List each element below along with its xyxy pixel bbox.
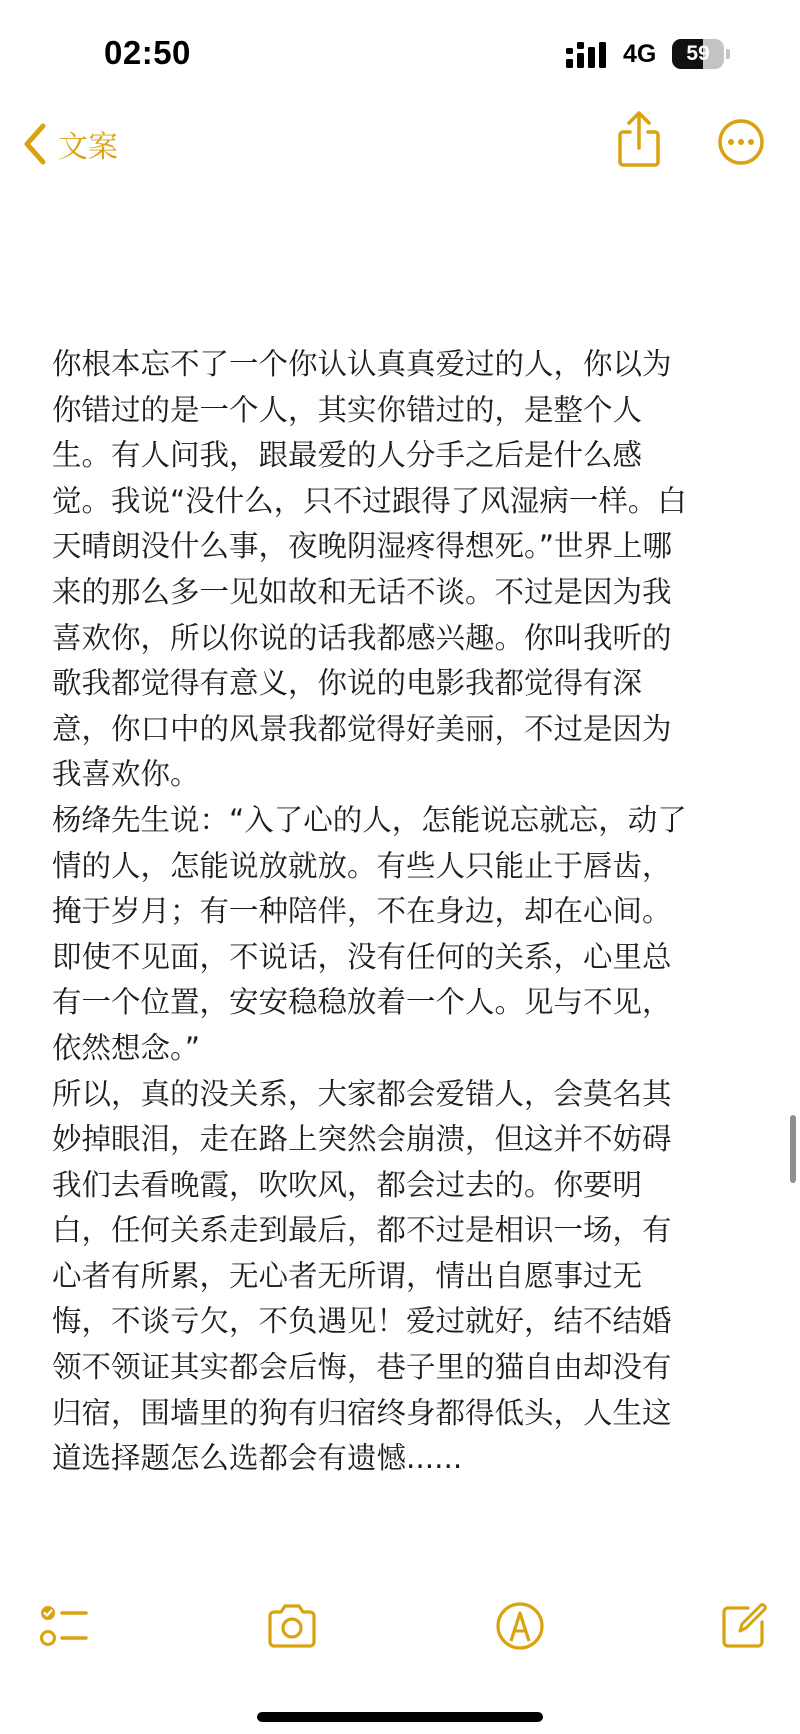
note-line: 杨绛先生说：“入了心的人，怎能说忘就忘，动了 (52, 802, 687, 837)
more-icon[interactable] (717, 118, 765, 166)
note-line: 来的那么多一见如故和无话不谈。不过是因为我 (52, 574, 672, 609)
network-type: 4G (623, 40, 657, 68)
signal-icon (566, 42, 608, 68)
note-line: 依然想念。” (52, 1030, 201, 1065)
chevron-left-icon (22, 122, 48, 166)
note-line: 归宿，围墙里的狗有归宿终身都得低头，人生这 (52, 1395, 672, 1430)
status-time: 02:50 (104, 34, 191, 71)
note-line: 道选择题怎么选都会有遗憾...... (52, 1441, 463, 1476)
bottom-toolbar (0, 1600, 800, 1670)
note-line: 天晴朗没什么事，夜晚阴湿疼得想死。”世界上哪 (52, 529, 673, 564)
note-line: 妙掉眼泪，走在路上突然会崩溃，但这并不妨碍 (52, 1122, 672, 1157)
note-line: 白，任何关系走到最后，都不过是相识一场，有 (52, 1213, 672, 1248)
markup-icon[interactable] (494, 1600, 546, 1652)
camera-icon[interactable] (266, 1600, 318, 1652)
note-line: 情的人，怎能说放就放。有些人只能止于唇齿， (52, 848, 672, 883)
battery-icon (672, 39, 730, 69)
back-button[interactable] (22, 118, 118, 170)
note-line: 心者有所累，无心者无所谓，情出自愿事过无 (52, 1258, 643, 1293)
note-line: 我们去看晚霞，吹吹风，都会过去的。你要明 (52, 1167, 643, 1202)
note-line: 即使不见面，不说话，没有任何的关系，心里总 (52, 939, 672, 974)
note-line: 喜欢你，所以你说的话我都感兴趣。你叫我听的 (52, 620, 672, 655)
home-indicator[interactable] (257, 1712, 543, 1722)
note-body[interactable] (52, 342, 760, 1482)
share-icon[interactable] (614, 110, 664, 170)
note-line: 有一个位置，安安稳稳放着一个人。见与不见， (52, 985, 672, 1020)
battery-level: 59 (686, 42, 710, 65)
note-line: 觉。我说“没什么，只不过跟得了风湿病一样。白 (52, 483, 687, 518)
status-bar (0, 0, 800, 110)
note-line: 掩于岁月；有一种陪伴，不在身边，却在心间。 (52, 894, 672, 929)
checklist-icon[interactable] (38, 1600, 90, 1652)
note-line: 所以，真的没关系，大家都会爱错人，会莫名其 (52, 1076, 672, 1111)
note-line: 意，你口中的风景我都觉得好美丽，不过是因为 (52, 711, 672, 746)
note-line: 我喜欢你。 (52, 757, 200, 792)
note-line: 歌我都觉得有意义，你说的电影我都觉得有深 (52, 666, 643, 701)
note-line: 悔，不谈亏欠，不负遇见！爱过就好，结不结婚 (52, 1304, 672, 1339)
note-line: 你错过的是一个人，其实你错过的，是整个人 (52, 392, 643, 427)
note-line: 领不领证其实都会后悔，巷子里的猫自由却没有 (52, 1350, 672, 1385)
back-label: 文案 (58, 130, 118, 165)
note-line: 你根本忘不了一个你认认真真爱过的人，你以为 (52, 347, 672, 381)
note-line: 生。有人问我，跟最爱的人分手之后是什么感 (52, 438, 643, 473)
compose-icon[interactable] (718, 1600, 770, 1652)
scroll-indicator[interactable] (790, 1115, 796, 1183)
nav-bar (0, 110, 800, 180)
